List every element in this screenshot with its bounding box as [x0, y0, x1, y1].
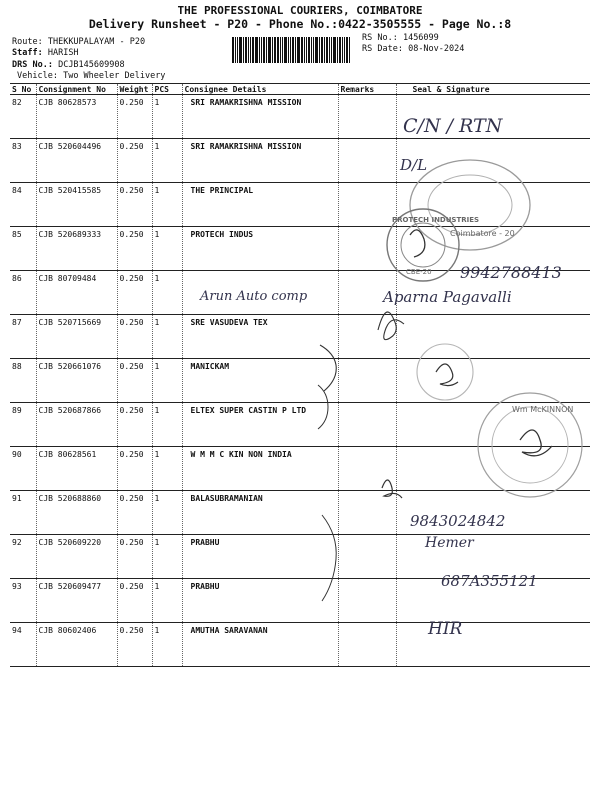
cell-seal-signature: [396, 403, 590, 447]
staff-line: Staff: HARISH: [12, 48, 79, 58]
cell-sno: 94: [10, 623, 36, 667]
cell-consignment: CJB 80628573: [36, 95, 117, 139]
cell-sno: 83: [10, 139, 36, 183]
svg-text:Coimbatore - 20: Coimbatore - 20: [450, 229, 515, 238]
cell-consignee: AMUTHA SARAVANAN: [182, 623, 338, 667]
runsheet-subtitle: Delivery Runsheet - P20 - Phone No.:0422-3505555 - Page No.:8: [88, 17, 512, 31]
cell-consignment: CJB 520415585: [36, 183, 117, 227]
signature-row-86: Aparna Pagavalli: [383, 288, 512, 306]
cell-weight: 0.250: [117, 535, 152, 579]
svg-text:CBE-20: CBE-20: [406, 268, 432, 276]
cell-seal-signature: [396, 579, 590, 623]
cell-weight: 0.250: [117, 403, 152, 447]
cell-pcs: 1: [152, 447, 182, 491]
company-title: THE PROFESSIONAL COURIERS, COIMBATORE: [177, 4, 423, 17]
handwriting-row-92-name: Hemer: [425, 535, 474, 551]
cell-sno: 92: [10, 535, 36, 579]
cell-pcs: 1: [152, 491, 182, 535]
drs-barcode: [232, 37, 354, 63]
table-row: [10, 623, 590, 667]
cell-pcs: 1: [152, 227, 182, 271]
cell-consignment: CJB 520715669: [36, 315, 117, 359]
svg-text:Wm McKINNON: Wm McKINNON: [512, 405, 574, 414]
cell-consignee: PRABHU: [182, 579, 338, 623]
cell-pcs: 1: [152, 403, 182, 447]
table-row: [10, 535, 590, 579]
cell-weight: 0.250: [117, 447, 152, 491]
cell-sno: 84: [10, 183, 36, 227]
cell-seal-signature: [396, 623, 590, 667]
cell-remarks: [338, 579, 396, 623]
column-header-consignee: Consignee Details: [182, 84, 338, 95]
cell-weight: 0.250: [117, 95, 152, 139]
cell-weight: 0.250: [117, 491, 152, 535]
cell-remarks: [338, 95, 396, 139]
cell-sno: 86: [10, 271, 36, 315]
vehicle-line: Vehicle: Two Wheeler Delivery: [17, 71, 166, 81]
table-row: [10, 403, 590, 447]
column-header-seal-signature: Seal & Signature: [396, 84, 590, 95]
cell-consignee: MANICKAM: [182, 359, 338, 403]
table-row: [10, 227, 590, 271]
cell-weight: 0.250: [117, 183, 152, 227]
signature-row-83: D/L: [400, 156, 428, 174]
cell-sno: 88: [10, 359, 36, 403]
rs-no-line: RS No.: 1456099: [362, 33, 439, 43]
cell-sno: 90: [10, 447, 36, 491]
cell-sno: 87: [10, 315, 36, 359]
table-row: [10, 447, 590, 491]
table-row: [10, 271, 590, 315]
cell-consignee: PRABHU: [182, 535, 338, 579]
cell-consignee: SRE VASUDEVA TEX: [182, 315, 338, 359]
cell-weight: 0.250: [117, 359, 152, 403]
svg-text:PROTECH INDUSTRIES: PROTECH INDUSTRIES: [392, 216, 480, 224]
cell-remarks: [338, 491, 396, 535]
cell-consignee: [182, 271, 338, 315]
cell-weight: 0.250: [117, 315, 152, 359]
cell-seal-signature: [396, 535, 590, 579]
handwriting-row-92-phone: 9843024842: [410, 512, 506, 530]
cell-pcs: 1: [152, 95, 182, 139]
cell-pcs: 1: [152, 139, 182, 183]
cell-consignment: CJB 520687866: [36, 403, 117, 447]
cell-pcs: 1: [152, 359, 182, 403]
table-row: [10, 491, 590, 535]
cell-remarks: [338, 623, 396, 667]
cell-pcs: 1: [152, 579, 182, 623]
cell-remarks: [338, 447, 396, 491]
cell-consignment: CJB 520609477: [36, 579, 117, 623]
table-row: [10, 95, 590, 139]
cell-weight: 0.250: [117, 623, 152, 667]
cell-consignment: CJB 520688860: [36, 491, 117, 535]
cell-consignee: PROTECH INDUS: [182, 227, 338, 271]
cell-remarks: [338, 535, 396, 579]
cell-sno: 93: [10, 579, 36, 623]
cell-consignment: CJB 80709484: [36, 271, 117, 315]
column-header-pcs: PCS: [152, 84, 182, 95]
cell-seal-signature: [396, 183, 590, 227]
cell-consignee: THE PRINCIPAL: [182, 183, 338, 227]
handwriting-row-86-name: Arun Auto comp: [200, 289, 308, 304]
cell-seal-signature: [396, 491, 590, 535]
cell-seal-signature: [396, 359, 590, 403]
handwriting-row-93-phone: 687A355121: [441, 572, 538, 590]
cell-consignment: CJB 80602406: [36, 623, 117, 667]
signature-row-94: HIR: [428, 619, 463, 639]
cell-consignee: SRI RAMAKRISHNA MISSION: [182, 139, 338, 183]
cell-remarks: [338, 139, 396, 183]
cell-consignment: CJB 80628561: [36, 447, 117, 491]
cell-seal-signature: [396, 271, 590, 315]
column-header-remarks: Remarks: [338, 84, 396, 95]
column-header-weight: Weight: [117, 84, 152, 95]
cell-consignee: SRI RAMAKRISHNA MISSION: [182, 95, 338, 139]
cell-consignee: W M M C KIN NON INDIA: [182, 447, 338, 491]
column-header-consignment: Consignment No: [36, 84, 117, 95]
table-row: [10, 183, 590, 227]
table-row: [10, 315, 590, 359]
cell-remarks: [338, 227, 396, 271]
cell-consignee: BALASUBRAMANIAN: [182, 491, 338, 535]
cell-remarks: [338, 315, 396, 359]
rs-date-line: RS Date: 08-Nov-2024: [362, 44, 465, 54]
cell-pcs: 1: [152, 183, 182, 227]
column-header-sno: S No: [10, 84, 36, 95]
cell-seal-signature: [396, 95, 590, 139]
cell-consignment: CJB 520661076: [36, 359, 117, 403]
drs-line: DRS No.: DCJB145609908: [12, 60, 125, 70]
cell-seal-signature: [396, 227, 590, 271]
table-row: [10, 359, 590, 403]
cell-pcs: 1: [152, 623, 182, 667]
cell-weight: 0.250: [117, 271, 152, 315]
cell-consignment: CJB 520609220: [36, 535, 117, 579]
signature-row-82: C/N / RTN: [403, 115, 503, 137]
cell-seal-signature: [396, 315, 590, 359]
table-row: [10, 139, 590, 183]
cell-sno: 82: [10, 95, 36, 139]
route-line: Route: THEKKUPALAYAM - P20: [12, 37, 146, 47]
cell-sno: 91: [10, 491, 36, 535]
cell-seal-signature: [396, 447, 590, 491]
cell-pcs: 1: [152, 271, 182, 315]
cell-remarks: [338, 271, 396, 315]
cell-consignment: CJB 520604496: [36, 139, 117, 183]
cell-remarks: [338, 403, 396, 447]
cell-sno: 89: [10, 403, 36, 447]
cell-weight: 0.250: [117, 139, 152, 183]
cell-remarks: [338, 183, 396, 227]
table-row: [10, 579, 590, 623]
cell-sno: 85: [10, 227, 36, 271]
cell-consignee: ELTEX SUPER CASTIN P LTD: [182, 403, 338, 447]
cell-pcs: 1: [152, 315, 182, 359]
cell-consignment: CJB 520689333: [36, 227, 117, 271]
cell-weight: 0.250: [117, 579, 152, 623]
handwriting-row-86-phone: 9942788413: [460, 263, 562, 282]
cell-pcs: 1: [152, 535, 182, 579]
cell-seal-signature: [396, 139, 590, 183]
cell-weight: 0.250: [117, 227, 152, 271]
table-header-row: [10, 84, 590, 95]
runsheet-table: [10, 83, 590, 667]
cell-remarks: [338, 359, 396, 403]
